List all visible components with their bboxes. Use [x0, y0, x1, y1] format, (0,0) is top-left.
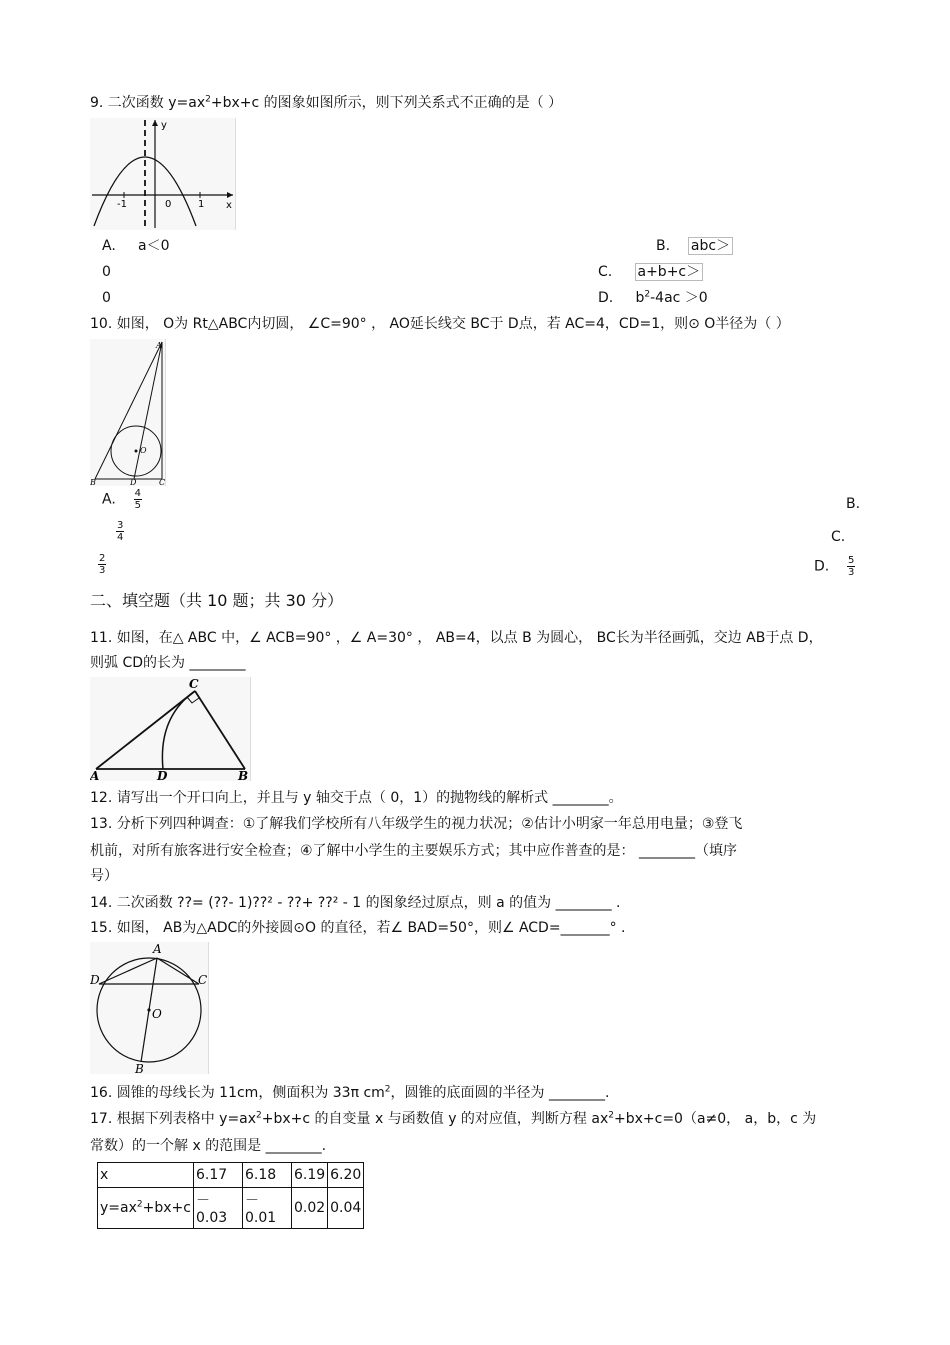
table-row — [98, 1163, 364, 1188]
q9-c-cont: 0 — [102, 290, 111, 306]
q11-fig-D: D — [157, 769, 168, 781]
q11-arc-svg — [90, 677, 250, 781]
q10-b-num: 3 — [117, 520, 124, 531]
q9-stem-a: 9. 二次函数 y=ax — [90, 95, 206, 111]
q17-line2: 常数）的一个解 x 的范围是 ________. — [90, 1138, 327, 1154]
q9-stem — [90, 94, 562, 112]
q11-arc-figure — [90, 677, 251, 781]
q9-option-a[interactable] — [102, 237, 170, 255]
q10-triangle-figure — [90, 339, 166, 486]
q17-line1 — [90, 1110, 816, 1128]
q10-fig-B: B — [90, 478, 96, 486]
q10-a-num: 4 — [134, 488, 141, 499]
q10-triangle-svg — [90, 339, 165, 486]
q11-fig-C: C — [189, 677, 199, 691]
q17-l1-sup2: 2 — [608, 1110, 614, 1121]
q15-stem: 15. 如图， AB为△ADC的外接圆⊙O 的直径，若∠ BAD=50°，则∠ ACD=_______° . — [90, 920, 626, 936]
q10-d-label: D. — [814, 558, 830, 575]
q10-b-frac-inner — [116, 520, 124, 543]
q15-circle-figure — [90, 942, 209, 1074]
q16-sup: 2 — [384, 1084, 391, 1095]
q9-b-text: abc＞ — [688, 237, 733, 255]
q15-fig-C: C — [198, 973, 208, 987]
q10-option-d[interactable] — [814, 555, 855, 578]
q10-fig-C: C — [159, 478, 165, 486]
q17-l1-c: +bx+c=0（a≠0， a，b，c 为 — [613, 1111, 817, 1127]
q10-a-frac — [134, 488, 142, 511]
q17-row2-post: +bx+c — [142, 1200, 191, 1216]
q9-option-b[interactable] — [656, 237, 733, 255]
q9-fig-m1: -1 — [117, 199, 127, 210]
q9-d-sup: 2 — [644, 289, 651, 300]
q15-circle-svg — [90, 942, 208, 1074]
q17-l1-a: 17. 根据下列表格中 y=ax — [90, 1111, 257, 1127]
q15-fig-O: O — [152, 1007, 162, 1021]
q12: 12. 请写出一个开口向上，并且与 y 轴交于点（ 0，1）的抛物线的解析式 ________。 — [90, 790, 623, 806]
table-cell: 0.04 — [328, 1188, 364, 1229]
q16-post: ，圆锥的底面圆的半径为 ________. — [390, 1085, 610, 1101]
table-cell: x — [98, 1163, 194, 1188]
q16-pre: 16. 圆锥的母线长为 11cm，侧面积为 33π cm — [90, 1085, 385, 1101]
q13-line1: 13. 分析下列四种调查：①了解我们学校所有八年级学生的视力状况；②估计小明家一年总用电量；③登飞 — [90, 816, 743, 832]
q9-a-label: A. — [102, 238, 116, 254]
q9-d-label: D. — [598, 290, 614, 306]
q9-fig-y: y — [161, 120, 167, 131]
q9-option-c[interactable] — [598, 263, 703, 281]
q17-l1-b: +bx+c 的自变量 x 与函数值 y 的对应值，判断方程 ax — [261, 1111, 609, 1127]
q10-d-frac — [847, 555, 855, 578]
q9-c-label: C. — [598, 264, 613, 280]
q9-c-text: a+b+c＞ — [635, 263, 704, 281]
table-cell: 6.18 — [242, 1163, 291, 1188]
q13-line2: 机前，对所有旅客进行安全检查；④了解中小学生的主要娱乐方式；其中应作普查的是： ________（填序 — [90, 843, 737, 859]
q17-row2-pre: y=ax — [100, 1200, 137, 1216]
q10-a-label: A. — [102, 491, 116, 508]
table-cell — [98, 1188, 194, 1229]
q9-d-post: -4ac ＞0 — [650, 290, 708, 306]
q9-parabola-svg — [90, 118, 235, 230]
q15-fig-B: B — [135, 1062, 144, 1074]
q10-stem: 10. 如图， O为 Rt△ABC内切圆， ∠C=90° ， AO延长线交 BC于 D点，若 AC=4，CD=1，则⊙ O半径为（ ） — [90, 316, 790, 332]
q9-fig-origin: 0 — [165, 199, 172, 210]
q11-line1: 11. 如图，在△ ABC 中，∠ ACB=90° ，∠ A=30° ， AB=4，以点 B 为圆心， BC长为半径画弧，交边 AB于点 D， — [90, 630, 823, 646]
q17-l1-sup1: 2 — [256, 1110, 262, 1121]
q10-c-frac-inner — [98, 553, 106, 576]
q11-fig-B: B — [238, 769, 249, 781]
q10-b-den: 4 — [117, 532, 124, 543]
q10-c-num: 2 — [99, 553, 106, 564]
q17-row2-sup: 2 — [136, 1199, 143, 1210]
q10-c-frac — [98, 553, 106, 576]
table-cell: 6.19 — [291, 1163, 327, 1188]
table-cell: －0.01 — [242, 1188, 291, 1229]
q9-stem-b: +bx+c 的图象如图所示，则下列关系式不正确的是（ ） — [210, 95, 563, 111]
q10-option-a[interactable] — [102, 488, 142, 511]
q10-a-den: 5 — [134, 500, 141, 511]
table-cell: －0.03 — [193, 1188, 242, 1229]
table-cell: 6.20 — [328, 1163, 364, 1188]
q10-d-den: 3 — [848, 567, 855, 578]
q11-fig-A: A — [90, 769, 100, 781]
q17-value-table — [97, 1162, 364, 1229]
table-row — [98, 1188, 364, 1229]
q14: 14. 二次函数 ??= (??- 1)??² - ??+ ??² - 1 的图象经过原点，则 a 的值为 ________ . — [90, 895, 621, 911]
q9-a-text: a＜0 — [138, 238, 170, 254]
table-cell: 6.17 — [193, 1163, 242, 1188]
q16 — [90, 1084, 609, 1102]
q9-parabola-figure — [90, 118, 236, 230]
q9-b-label: B. — [656, 238, 671, 254]
q9-stem-sup: 2 — [205, 94, 211, 105]
q10-c-label[interactable]: C. — [831, 529, 846, 545]
q9-d-pre: b — [635, 290, 645, 306]
q15-fig-D: D — [90, 973, 100, 987]
q13-line3: 号） — [90, 868, 118, 884]
q9-fig-one: 1 — [198, 199, 205, 210]
section-heading: 二、填空题（共 10 题；共 30 分） — [90, 591, 344, 610]
q10-c-den: 3 — [99, 565, 106, 576]
q10-b-frac — [116, 520, 124, 543]
q10-fig-D: D — [130, 478, 137, 486]
q10-d-num: 5 — [848, 555, 855, 566]
table-cell: 0.02 — [291, 1188, 327, 1229]
q10-fig-A: A — [156, 341, 162, 350]
q15-fig-A: A — [153, 942, 162, 956]
q10-b-label[interactable]: B. — [846, 496, 861, 512]
q11-line2: 则弧 CD的长为 ________ — [90, 655, 246, 671]
q10-fig-O: O — [140, 446, 147, 455]
q9-b-cont: 0 — [102, 264, 111, 280]
q9-fig-x: x — [226, 200, 232, 211]
q9-option-d[interactable] — [598, 289, 708, 307]
